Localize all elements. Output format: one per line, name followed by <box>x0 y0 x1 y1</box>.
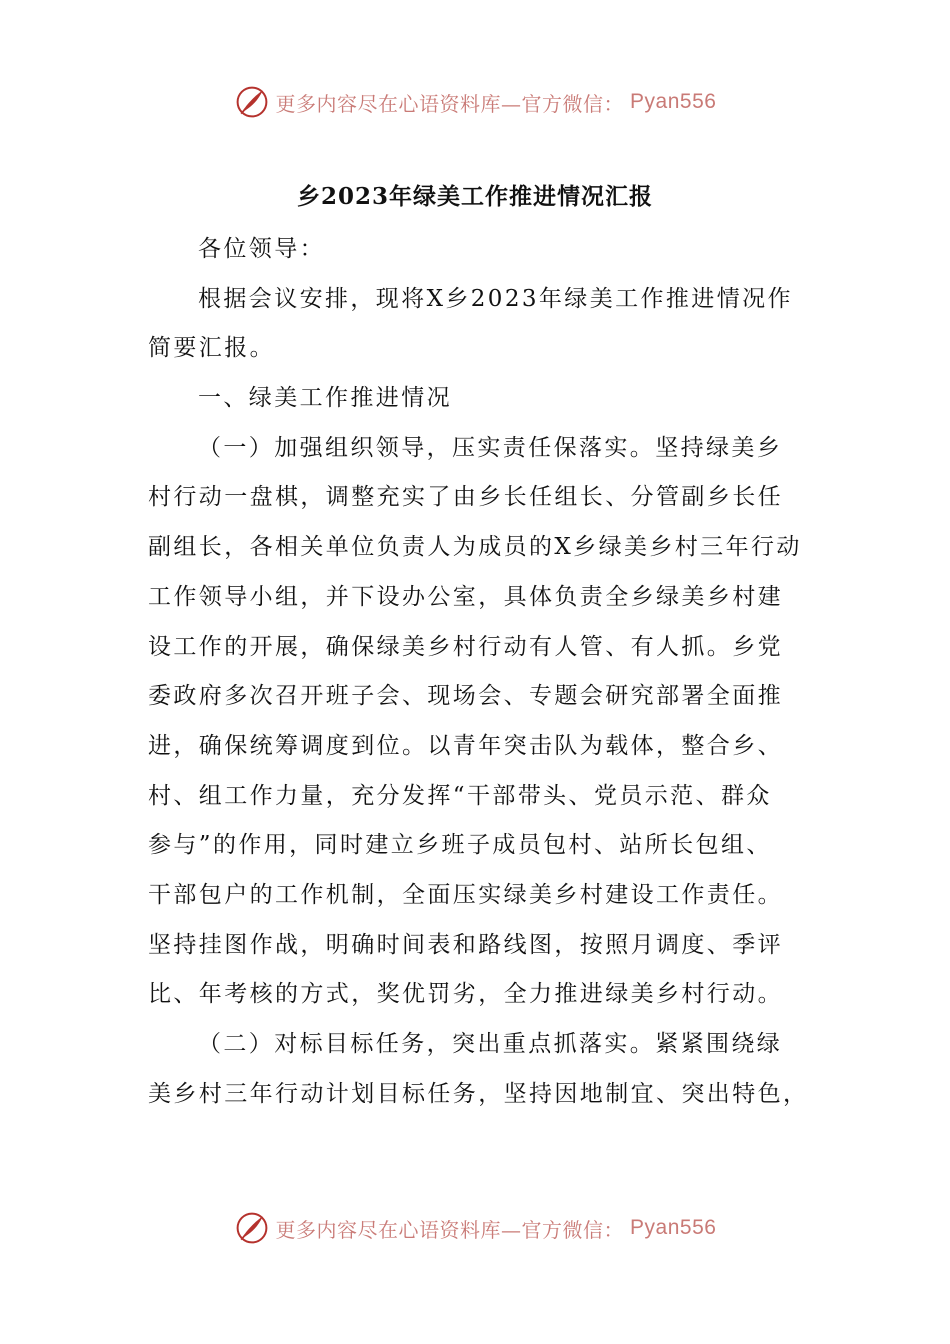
watermark-handle: Pyan556 <box>630 90 717 113</box>
watermark-handle: Pyan556 <box>630 1216 717 1239</box>
section-heading: 一、绿美工作推进情况 <box>198 385 452 412</box>
text-line: （二）对标目标任务，突出重点抓落实。紧紧围绕绿 <box>198 1031 783 1057</box>
quill-logo-icon <box>234 84 270 120</box>
text-line: 比、年考核的方式，奖优罚劣，全力推进绿美乡村行动。 <box>148 981 783 1008</box>
text-line: 村行动一盘棋，调整充实了由乡长任组长、分管副乡长任 <box>148 484 783 511</box>
text-line: 副组长，各相关单位负责人为成员的X乡绿美乡村三年行动 <box>148 534 802 561</box>
quill-logo-icon <box>234 1210 270 1246</box>
text-line: 委政府多次召开班子会、现场会、专题会研究部署全面推 <box>148 683 783 710</box>
text-line: 根据会议安排，现将X乡2023年绿美工作推进情况作 <box>198 285 793 312</box>
text-line: 干部包户的工作机制，全面压实绿美乡村建设工作责任。 <box>148 881 783 908</box>
text-line: 设工作的开展，确保绿美乡村行动有人管、有人抓。乡党 <box>148 633 783 660</box>
text-line: 美乡村三年行动计划目标任务，坚持因地制宜、突出特色， <box>148 1080 809 1107</box>
document-title: 乡2023年绿美工作推进情况汇报 <box>296 183 653 210</box>
watermark-text: 更多内容尽在心语资料库—官方微信： <box>275 1217 625 1242</box>
text-line: 坚持挂图作战，明确时间表和路线图，按照月调度、季评 <box>148 931 783 958</box>
watermark-text: 更多内容尽在心语资料库—官方微信： <box>275 91 625 116</box>
salutation: 各位领导： <box>198 236 325 262</box>
text-line: 进，确保统筹调度到位。以青年突击队为载体，整合乡、 <box>148 732 783 759</box>
watermark-header <box>0 84 950 120</box>
text-line: （一）加强组织领导，压实责任保落实。坚持绿美乡 <box>198 434 783 461</box>
text-line: 工作领导小组，并下设办公室，具体负责全乡绿美乡村建 <box>148 583 783 610</box>
watermark-footer <box>0 1210 950 1246</box>
text-line: 简要汇报。 <box>148 335 275 362</box>
text-line: 参与”的作用，同时建立乡班子成员包村、站所长包组、 <box>148 832 772 859</box>
text-line: 村、组工作力量，充分发挥“干部带头、党员示范、群众 <box>148 782 772 809</box>
document-body <box>148 225 808 1119</box>
